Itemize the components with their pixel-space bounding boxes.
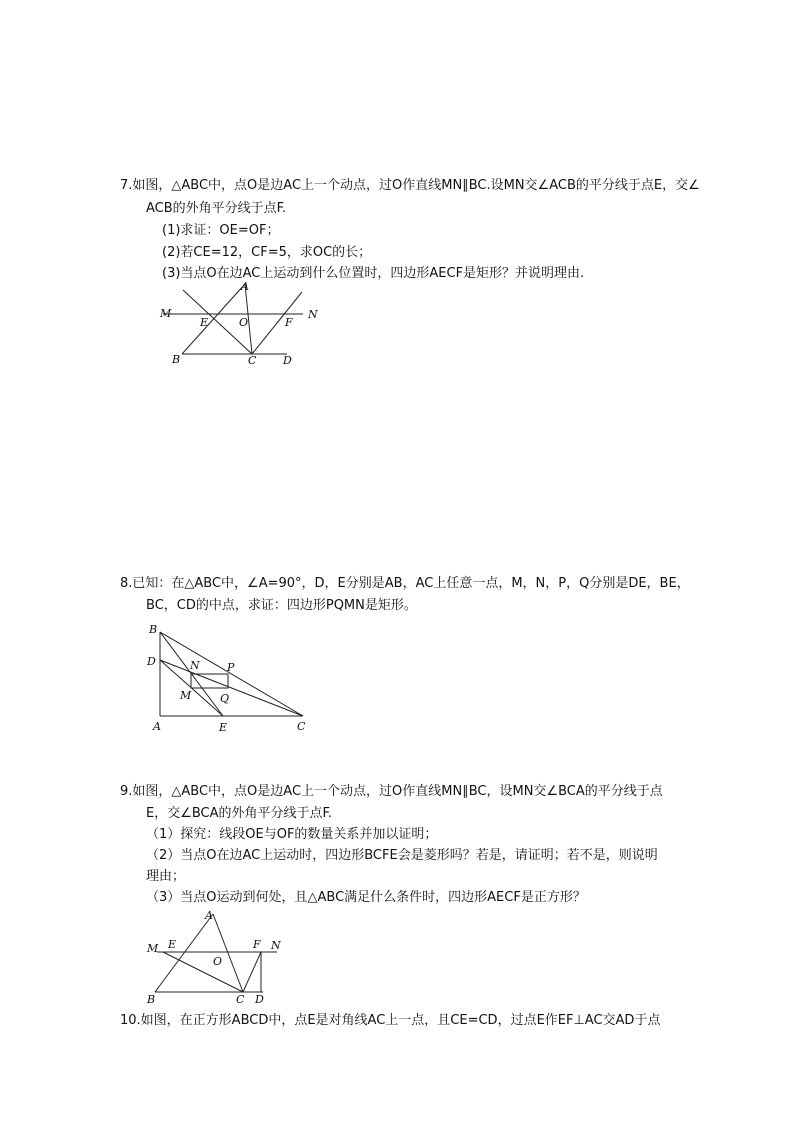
label-C: C	[297, 720, 306, 733]
label-A: A	[153, 720, 161, 733]
label-F: F	[285, 316, 293, 329]
label-D: D	[147, 655, 156, 668]
problem-7-line-2: ACB的外角平分线于点F.	[146, 201, 287, 216]
label-Q: Q	[220, 692, 230, 705]
label-B: B	[147, 993, 156, 1006]
label-E: E	[219, 721, 228, 734]
problem-7-part-1: (1)求证：OE=OF；	[162, 223, 280, 238]
problem-9-part-1: （1）探究：线段OE与OF的数量关系并加以证明；	[146, 827, 438, 842]
label-D: D	[255, 993, 264, 1006]
problem-9-part-2: （2）当点O在边AC上运动时，四边形BCFE会是菱形吗？若是，请证明；若不是，则说明	[146, 848, 658, 863]
label-O: O	[213, 955, 223, 968]
label-N: N	[308, 308, 318, 321]
problem-9-part-2-cont: 理由；	[146, 869, 186, 884]
problem-9-line-2: E，交∠BCA的外角平分线于点F.	[146, 806, 333, 821]
label-E: E	[200, 316, 209, 329]
problem-7-part-2: (2)若CE=12，CF=5，求OC的长；	[162, 245, 372, 260]
label-M: M	[180, 689, 192, 702]
problem-7-line-1: 7.如图，△ABC中，点O是边AC上一个动点，过O作直线MN∥BC.设MN交∠ACB的平分线于点E，交∠	[120, 178, 700, 193]
label-B: B	[172, 353, 181, 366]
problem-7-part-3: (3)当点O在边AC上运动到什么位置时，四边形AECF是矩形？并说明理由.	[162, 266, 585, 281]
label-A: A	[241, 280, 249, 293]
label-A: A	[205, 909, 213, 922]
problem-8-line-2: BC，CD的中点，求证：四边形PQMN是矩形。	[146, 598, 417, 613]
label-M: M	[147, 942, 159, 955]
figure-problem-9	[143, 906, 283, 1006]
label-O: O	[239, 316, 249, 329]
label-P: P	[227, 661, 235, 674]
label-N: N	[271, 939, 281, 952]
problem-9-part-3: （3）当点O运动到何处，且△ABC满足什么条件时，四边形AECF是正方形？	[146, 890, 586, 905]
problem-9-line-1: 9.如图，△ABC中，点O是边AC上一个动点，过O作直线MN∥BC，设MN交∠BCA的平分线于点	[120, 784, 663, 799]
label-M: M	[160, 307, 172, 320]
label-E: E	[168, 938, 177, 951]
label-C: C	[248, 354, 257, 367]
label-C: C	[236, 993, 245, 1006]
figure-problem-8	[143, 618, 313, 736]
figure-problem-7	[155, 278, 325, 370]
problem-10-line-1: 10.如图，在正方形ABCD中，点E是对角线AC上一点，且CE=CD，过点E作EF⊥AC交AD于点	[120, 1013, 661, 1028]
label-N: N	[190, 659, 200, 672]
label-D: D	[283, 354, 292, 367]
label-B: B	[149, 623, 158, 636]
problem-8-line-1: 8.已知：在△ABC中，∠A=90°，D，E分别是AB，AC上任意一点，M，N，P，Q分别是DE，BE，	[120, 576, 690, 591]
label-F: F	[253, 938, 261, 951]
